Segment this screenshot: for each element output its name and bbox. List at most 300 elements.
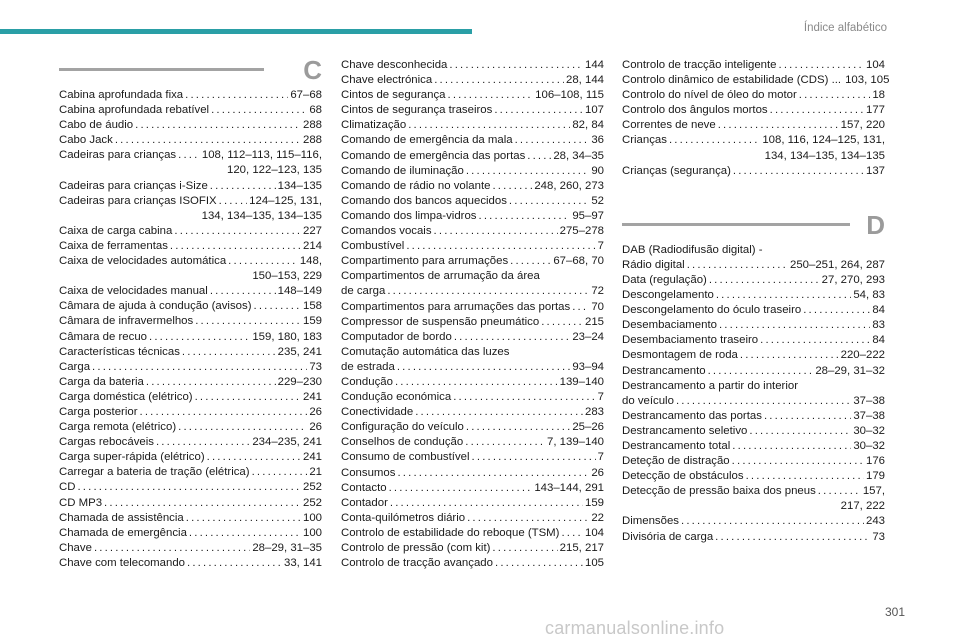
dot-leader <box>434 224 558 239</box>
dot-leader <box>687 258 788 273</box>
index-entry-term: Cargas rebocáveis <box>59 436 154 449</box>
index-entry <box>59 526 322 541</box>
index-entry-term: Controlo do nível de óleo do motor <box>622 89 797 102</box>
dot-leader <box>719 318 870 333</box>
dot-leader <box>207 450 301 465</box>
index-entry-term: Configuração do veículo <box>341 421 464 434</box>
index-entry-pages: 148, <box>299 255 322 268</box>
index-entry <box>59 556 322 571</box>
index-entry-list <box>622 243 885 545</box>
dot-leader <box>454 330 570 345</box>
index-entry-pages: 108, 116, 124–125, 131, <box>762 134 885 147</box>
index-entry <box>341 511 604 526</box>
running-header-title: Índice alfabético <box>803 22 887 34</box>
index-entry-term: de estrada <box>341 360 395 373</box>
dot-leader <box>174 224 301 239</box>
dot-leader <box>478 209 570 224</box>
dot-leader <box>492 541 557 556</box>
index-entry <box>341 466 604 481</box>
index-entry <box>622 88 885 103</box>
index-entry <box>622 394 885 409</box>
index-entry-pages: 159 <box>302 315 322 328</box>
index-entry <box>59 450 322 465</box>
dot-leader <box>465 435 545 450</box>
section-letter: C <box>303 55 322 85</box>
dot-leader <box>764 409 851 424</box>
index-entry-term: Câmara de infravermelhos <box>59 315 194 328</box>
index-entry-pages: 157, 220 <box>840 119 885 132</box>
index-entry <box>341 194 604 209</box>
index-entry-pages: 134–135 <box>277 179 322 192</box>
index-entry-pages: 106–108, 115 <box>535 89 604 102</box>
dot-leader <box>760 333 870 348</box>
index-entry <box>341 179 604 194</box>
dot-leader <box>447 88 533 103</box>
index-entry-term: Comandos vocais <box>341 225 432 238</box>
index-entry-pages: 28, 144 <box>565 74 604 87</box>
index-entry-pages: 108, 112–113, 115–116, <box>201 149 322 162</box>
dot-leader <box>732 454 864 469</box>
index-entry <box>341 541 604 556</box>
dot-leader <box>466 164 589 179</box>
dot-leader <box>495 556 583 571</box>
index-entry <box>622 530 885 545</box>
index-entry <box>341 315 604 330</box>
index-entry-term: Deteção de distração <box>622 455 730 468</box>
index-entry <box>59 480 322 495</box>
index-entry-term: Compartimentos para arrumações das portas <box>341 300 571 313</box>
dot-leader <box>434 73 564 88</box>
index-entry <box>59 224 322 239</box>
index-entry <box>59 239 322 254</box>
index-entry-pages: 7 <box>597 240 604 253</box>
index-entry-term: Detecção de obstáculos <box>622 470 744 483</box>
index-entry-term: Chave <box>59 541 92 554</box>
index-entry <box>341 133 604 148</box>
index-entry <box>59 496 322 511</box>
index-entry-pages-continued: 134, 134–135, 134–135 <box>764 149 885 162</box>
index-entry-pages: 22 <box>591 511 604 524</box>
index-entry <box>622 514 885 529</box>
index-entry <box>59 103 322 118</box>
index-entry-pages: 288 <box>302 134 322 147</box>
index-entry-term: Descongelamento do óculo traseiro <box>622 304 802 317</box>
index-entry <box>59 435 322 450</box>
index-entry-pages: 83 <box>872 319 885 332</box>
index-entry-pages: 28–29, 31–32 <box>815 364 885 377</box>
index-entry-pages: 37–38 <box>853 409 885 422</box>
dot-leader <box>803 303 870 318</box>
index-entry-term: Controlo de tracção inteligente <box>622 59 777 71</box>
index-entry <box>341 118 604 133</box>
index-entry-term: Climatização <box>341 119 407 132</box>
index-entry <box>341 420 604 435</box>
index-entry-term: Cintos de segurança <box>341 89 446 102</box>
dot-leader <box>681 514 864 529</box>
index-entry-pages: 288 <box>302 119 322 132</box>
index-entry-term: Características técnicas <box>59 345 180 358</box>
index-entry-term: Compartimento para arrumações <box>341 255 509 268</box>
dot-leader <box>387 284 589 299</box>
dot-leader <box>408 118 570 133</box>
index-entry-pages: 72 <box>591 285 604 298</box>
dot-leader <box>818 484 861 499</box>
index-entry-pages: 7 <box>597 391 604 404</box>
index-entry-pages: 7 <box>597 451 604 464</box>
index-entry <box>622 273 885 288</box>
index-entry-pages: 144 <box>584 59 604 71</box>
index-entry-term: Cintos de segurança traseiros <box>341 104 493 117</box>
index-entry-pages: 26 <box>309 421 322 434</box>
index-entry-pages: 36 <box>591 134 604 147</box>
index-entry <box>341 435 604 450</box>
dot-leader <box>746 469 864 484</box>
dot-leader <box>749 424 851 439</box>
index-entry-term: de carga <box>341 285 386 298</box>
index-entry-term: Caixa de ferramentas <box>59 239 168 252</box>
index-entry-pages: 7, 139–140 <box>546 436 604 449</box>
dot-leader <box>178 420 307 435</box>
dot-leader <box>390 496 583 511</box>
index-entry-pages: 179 <box>865 470 885 483</box>
index-entry <box>622 484 885 499</box>
dot-leader <box>397 466 589 481</box>
index-entry-term: Condução económica <box>341 391 452 404</box>
index-entry <box>59 179 322 194</box>
index-entry-pages: 241 <box>302 451 322 464</box>
index-entry-pages: 30–32 <box>853 439 885 452</box>
index-entry-pages: 143–144, 291 <box>534 481 604 494</box>
dot-leader <box>185 88 288 103</box>
index-entry-term: Destrancamento seletivo <box>622 424 748 437</box>
dot-leader <box>182 345 276 360</box>
index-entry-pages: 28–29, 31–35 <box>252 541 322 554</box>
index-entry-pages: 107 <box>584 104 604 117</box>
index-entry-pages: 248, 260, 273 <box>534 179 604 192</box>
index-entry-pages: 105 <box>584 557 604 570</box>
index-entry-pages-continued: 150–153, 229 <box>252 270 322 283</box>
index-entry-pages: 30–32 <box>853 424 885 437</box>
index-entry-pages: 148–149 <box>277 285 322 298</box>
index-entry-pages: 234–235, 241 <box>252 436 322 449</box>
index-entry-pages: 104 <box>865 59 885 71</box>
index-entry <box>622 318 885 333</box>
index-entry-term: Data (regulação) <box>622 273 707 286</box>
dot-leader <box>252 465 308 480</box>
index-entry-term: Condução <box>341 375 393 388</box>
index-entry-pages: 159, 180, 183 <box>252 330 322 343</box>
index-entry <box>59 314 322 329</box>
index-entry-term: Cadeiras para crianças i-Size <box>59 179 208 192</box>
index-entry <box>59 405 322 420</box>
index-entry-term: Caixa de velocidades automática <box>59 255 227 268</box>
index-entry-term: Carga da bateria <box>59 375 144 388</box>
index-entry <box>59 465 322 480</box>
dot-leader <box>715 530 870 545</box>
index-entry <box>622 58 885 73</box>
index-entry-term: Destrancamento <box>622 364 706 377</box>
dot-leader <box>406 239 595 254</box>
dot-leader <box>740 348 839 363</box>
dot-leader <box>397 360 570 375</box>
index-entry <box>341 481 604 496</box>
dot-leader <box>140 405 308 420</box>
dot-leader <box>572 300 589 315</box>
index-entry-term: Controlo de tracção avançado <box>341 557 493 570</box>
index-entry-list <box>341 58 604 571</box>
index-entry <box>622 364 885 379</box>
index-entry-pages: 26 <box>309 405 322 418</box>
index-entry-pages: 215 <box>584 315 604 328</box>
index-entry <box>622 118 885 133</box>
index-entry-pages: 95–97 <box>572 209 604 222</box>
dot-leader <box>210 179 276 194</box>
index-entry-term: Dimensões <box>622 515 679 528</box>
index-entry <box>59 284 322 299</box>
index-entry-term: Controlo dinâmico de estabilidade (CDS) ... <box>622 74 842 87</box>
index-entry <box>59 194 322 209</box>
dot-leader <box>170 239 301 254</box>
index-entry-term: Detecção de pressão baixa dos pneus <box>622 485 816 498</box>
index-entry-term: Descongelamento <box>622 289 714 302</box>
index-entry-pages: 82, 84 <box>572 119 604 132</box>
dot-leader <box>449 58 583 73</box>
index-entry <box>622 288 885 303</box>
index-entry-pages: 73 <box>309 360 322 373</box>
section-divider-rule <box>622 223 850 226</box>
index-entry-heading: Comutação automática das luzes <box>341 345 510 358</box>
index-entry-pages: 100 <box>302 511 322 524</box>
index-entry-pages: 214 <box>302 239 322 252</box>
index-entry-heading: Destrancamento a partir do interior <box>622 379 799 392</box>
dot-leader <box>527 149 551 164</box>
index-entry <box>622 439 885 454</box>
dot-leader <box>186 511 301 526</box>
index-entry <box>59 133 322 148</box>
index-entry-term: Carga remota (elétrico) <box>59 421 177 434</box>
index-entry <box>59 118 322 133</box>
index-entry-term: CD MP3 <box>59 496 103 509</box>
index-entry-pages: 139–140 <box>559 375 604 388</box>
index-entry-pages: 241 <box>302 390 322 403</box>
index-entry-term: Comando de emergência das portas <box>341 149 526 162</box>
index-entry-term: Controlo de estabilidade do reboque (TSM) <box>341 526 560 539</box>
index-entry-pages: 227 <box>302 224 322 237</box>
index-entry <box>622 103 885 118</box>
section-letter: D <box>866 209 885 240</box>
dot-leader <box>189 526 301 541</box>
dot-leader <box>466 420 570 435</box>
index-entry-term: Chave electrónica <box>341 74 433 87</box>
index-entry-term: Cabina aprofundada fixa <box>59 89 184 101</box>
index-entry-pages: 252 <box>302 496 322 509</box>
index-entry-term: Chamada de emergência <box>59 526 187 539</box>
dot-leader <box>253 299 301 314</box>
index-entry <box>341 149 604 164</box>
index-entry <box>59 299 322 314</box>
dot-leader <box>115 133 301 148</box>
index-entry-pages: 28, 34–35 <box>553 149 604 162</box>
index-entry-term: Controlo de pressão (com kit) <box>341 542 491 554</box>
index-entry <box>341 330 604 345</box>
index-entry-pages: 23–24 <box>572 330 604 343</box>
index-entry-pages: 84 <box>872 304 885 317</box>
index-entry-term: Compressor de suspensão pneumático <box>341 315 540 328</box>
index-entry <box>59 88 322 103</box>
index-entry-term: Comando dos limpa-vidros <box>341 209 477 222</box>
index-entry-term: Divisória de carga <box>622 530 714 543</box>
dot-leader <box>709 273 820 288</box>
index-entry <box>59 541 322 556</box>
index-entry-term: Conta-quilómetros diário <box>341 511 466 524</box>
dot-leader <box>510 254 551 269</box>
index-entry <box>59 360 322 375</box>
index-entry-term: Comando de rádio no volante <box>341 179 491 192</box>
index-entry <box>622 333 885 348</box>
index-entry <box>341 88 604 103</box>
index-entry-term: Consumo de combustível <box>341 451 470 464</box>
index-entry-term: Destrancamento total <box>622 439 731 452</box>
index-entry <box>341 526 604 541</box>
index-entry-pages: 157, <box>862 485 885 498</box>
dot-leader <box>494 103 583 118</box>
dot-leader <box>472 450 596 465</box>
dot-leader <box>187 556 282 571</box>
index-entry <box>622 258 885 273</box>
dot-leader <box>770 103 864 118</box>
index-entry <box>341 360 604 375</box>
index-entry-pages: 103, 105 <box>845 74 890 87</box>
dot-leader <box>211 103 307 118</box>
index-entry <box>59 148 322 163</box>
index-entry-term: Crianças (segurança) <box>622 164 731 177</box>
index-entry-term: do veículo <box>622 394 674 407</box>
dot-leader <box>716 288 852 303</box>
index-entry-term: Contacto <box>341 481 387 494</box>
index-entry <box>622 409 885 424</box>
index-entry-pages: 90 <box>591 164 604 177</box>
index-entry <box>59 375 322 390</box>
dot-leader <box>146 375 276 390</box>
section-divider-rule <box>59 68 264 71</box>
index-entry <box>341 209 604 224</box>
dot-leader <box>92 360 307 375</box>
index-entry <box>622 424 885 439</box>
index-entry-term: CD <box>59 481 76 494</box>
index-entry-pages: 93–94 <box>572 360 604 373</box>
index-entry <box>341 450 604 465</box>
index-entry-term: Computador de bordo <box>341 330 452 343</box>
index-entry-term: Cabo Jack <box>59 134 113 147</box>
letter-section-c <box>59 55 322 88</box>
index-entry <box>341 224 604 239</box>
index-entry-term: Controlo dos ângulos mortos <box>622 104 768 117</box>
index-entry-pages: 275–278 <box>559 225 604 238</box>
index-entry <box>59 345 322 360</box>
index-entry-term: Crianças <box>622 134 667 147</box>
index-entry-pages: 283 <box>584 406 604 419</box>
dot-leader <box>509 194 589 209</box>
index-entry <box>59 254 322 269</box>
index-entry-term: Carga posterior <box>59 405 138 418</box>
index-entry <box>341 300 604 315</box>
dot-leader <box>779 58 864 73</box>
index-entry-term: Cabina aprofundada rebatível <box>59 104 210 117</box>
index-entry-list <box>59 88 322 571</box>
index-entry <box>622 348 885 363</box>
dot-leader <box>799 88 871 103</box>
index-entry <box>622 73 890 88</box>
index-entry-pages: 176 <box>865 455 885 468</box>
index-entry-pages: 68 <box>309 104 322 117</box>
dot-leader <box>732 439 851 454</box>
index-entry <box>341 405 604 420</box>
index-entry <box>341 103 604 118</box>
index-entry-heading: Compartimentos de arrumação da área <box>341 270 540 283</box>
index-column-3 <box>622 58 890 545</box>
dot-leader <box>718 118 839 133</box>
index-entry-pages: 73 <box>872 530 885 543</box>
index-entry-pages: 67–68, 70 <box>553 255 604 268</box>
index-entry-pages: 229–230 <box>277 375 322 388</box>
dot-leader <box>389 481 533 496</box>
index-entry-pages: 250–251, 264, 287 <box>789 258 885 271</box>
index-entry-term: Câmara de ajuda à condução (avisos) <box>59 300 252 313</box>
index-entry-term: Conectividade <box>341 406 414 419</box>
index-entry-heading: DAB (Radiodifusão digital) - <box>622 243 763 256</box>
dot-leader <box>708 364 814 379</box>
index-entry-term: Contador <box>341 496 388 509</box>
index-entry-pages: 243 <box>865 515 885 528</box>
index-entry-term: Cadeiras para crianças <box>59 149 177 162</box>
index-entry <box>341 164 604 179</box>
header-accent-bar <box>0 29 472 34</box>
index-entry-pages: 158 <box>302 300 322 313</box>
index-entry-pages: 21 <box>309 466 322 479</box>
index-entry-pages: 124–125, 131, <box>249 194 322 207</box>
dot-leader <box>104 496 301 511</box>
index-entry-pages-continued: 217, 222 <box>840 500 885 513</box>
index-entry-pages: 137 <box>865 164 885 177</box>
index-entry-pages: 177 <box>865 104 885 117</box>
dot-leader <box>149 330 250 345</box>
dot-leader <box>453 390 595 405</box>
letter-section-d <box>622 209 885 243</box>
index-entry-term: Conselhos de condução <box>341 436 464 449</box>
dot-leader <box>178 148 200 163</box>
index-entry-pages: 26 <box>591 466 604 479</box>
index-entry <box>622 454 885 469</box>
index-entry-term: Desembaciamento traseiro <box>622 334 759 347</box>
index-entry-term: Chave com telecomando <box>59 556 185 569</box>
index-entry-term: Comando de iluminação <box>341 164 464 177</box>
dot-leader <box>94 541 250 556</box>
index-entry <box>341 375 604 390</box>
page-number: 301 <box>884 605 905 619</box>
index-entry <box>341 58 604 73</box>
index-entry-pages: 33, 141 <box>283 556 322 569</box>
index-entry <box>341 254 604 269</box>
index-entry-term: Desmontagem de roda <box>622 349 738 362</box>
dot-leader <box>156 435 250 450</box>
index-entry <box>341 239 604 254</box>
index-entry-term: Combustível <box>341 240 405 253</box>
index-entry-term: Comando de emergência da mala <box>341 134 513 147</box>
index-entry-term: Cadeiras para crianças ISOFIX <box>59 194 217 207</box>
index-entry-term: Carga <box>59 360 91 373</box>
index-column-2 <box>341 58 604 571</box>
index-entry-pages: 52 <box>591 194 604 207</box>
